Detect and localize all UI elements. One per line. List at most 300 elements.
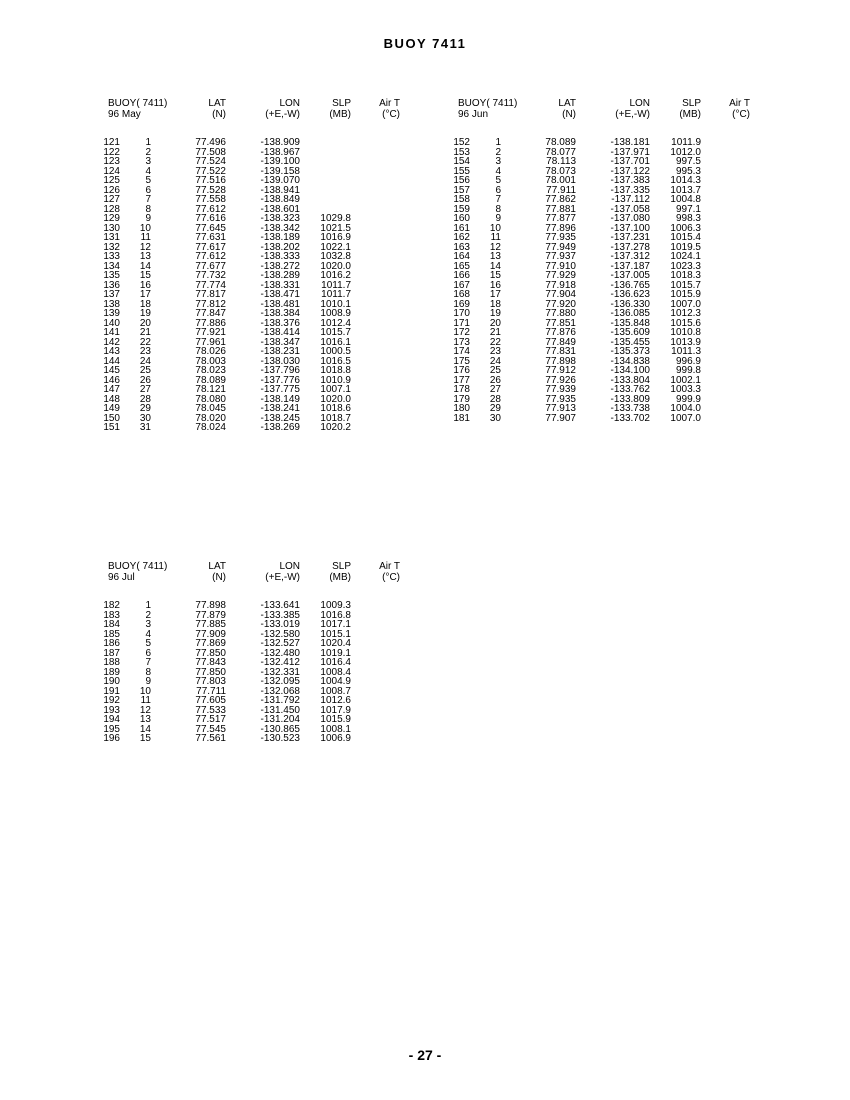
lat-cell: 78.113	[546, 156, 576, 167]
lat-cell: 77.935	[545, 232, 576, 243]
lon-cell: -135.455	[610, 336, 650, 348]
lat-cell: 77.886	[195, 317, 226, 329]
slp-cell: 1011.7	[321, 289, 351, 300]
month-label: 96 Jun	[458, 109, 489, 120]
slp-cell: 1018.7	[320, 412, 351, 424]
day-of-year-cell: 171	[453, 317, 470, 329]
day-cell: 5	[145, 175, 151, 186]
lon-cell: -137.005	[610, 270, 650, 281]
slp-cell: 1020.4	[320, 638, 351, 649]
lat-cell: 78.026	[195, 346, 226, 357]
lat-cell: 77.605	[195, 695, 226, 706]
day-cell: 31	[139, 422, 151, 433]
lat-cell: 77.849	[545, 336, 576, 348]
lat-cell: 77.862	[545, 194, 576, 205]
day-cell: 1	[145, 600, 151, 611]
lon-cell: -132.580	[260, 628, 300, 640]
lon-cell: -138.347	[260, 336, 300, 348]
slp-unit: (MB)	[329, 109, 351, 120]
slp-cell: 1015.9	[670, 289, 701, 300]
lat-cell: 77.517	[195, 714, 226, 725]
lat-cell: 77.912	[545, 365, 576, 376]
lon-cell: -133.738	[610, 403, 650, 414]
lon-cell: -137.080	[610, 213, 650, 224]
slp-cell: 1004.8	[670, 194, 701, 205]
day-cell: 27	[139, 384, 151, 395]
slp-cell: 997.5	[675, 156, 701, 167]
lat-cell: 77.911	[546, 184, 576, 196]
lon-cell: -137.971	[610, 146, 650, 158]
lon-cell: -136.330	[610, 298, 650, 310]
lat-cell: 77.935	[545, 393, 576, 405]
day-cell: 13	[139, 714, 151, 725]
day-of-year-cell: 186	[103, 638, 120, 649]
slp-cell: 1016.4	[320, 657, 351, 668]
lat-unit: (N)	[562, 109, 576, 120]
lat-cell: 77.851	[545, 317, 576, 329]
day-cell: 3	[495, 156, 501, 167]
slp-cell: 1017.9	[320, 704, 351, 716]
day-cell: 15	[139, 270, 151, 281]
day-cell: 14	[489, 260, 501, 272]
lat-cell: 78.045	[195, 403, 226, 414]
day-cell: 21	[139, 327, 151, 338]
day-of-year-cell: 129	[103, 213, 120, 224]
lon-cell: -138.849	[260, 194, 300, 205]
lat-cell: 77.516	[195, 175, 226, 186]
day-of-year-cell: 151	[103, 422, 120, 433]
lat-header: LAT	[208, 98, 226, 109]
lon-cell: -138.245	[260, 412, 300, 424]
lat-unit: (N)	[212, 572, 226, 583]
lat-cell: 77.831	[545, 346, 576, 357]
slp-cell: 1014.3	[670, 175, 701, 186]
day-cell: 14	[139, 723, 151, 735]
slp-cell: 995.3	[675, 165, 701, 177]
slp-cell: 1029.8	[320, 213, 351, 224]
lon-cell: -139.100	[260, 156, 300, 167]
slp-cell: 1012.3	[670, 308, 701, 319]
lat-cell: 77.869	[195, 638, 226, 649]
day-of-year-cell: 179	[453, 393, 470, 405]
lat-cell: 77.711	[196, 685, 226, 697]
slp-cell: 1002.1	[670, 374, 701, 386]
slp-cell: 997.1	[675, 203, 701, 215]
day-cell: 4	[145, 165, 151, 177]
day-of-year-cell: 161	[453, 222, 470, 234]
day-of-year-cell: 149	[103, 403, 120, 414]
slp-cell: 1018.8	[320, 365, 351, 376]
lon-cell: -138.331	[260, 279, 300, 291]
day-of-year-cell: 191	[103, 685, 120, 697]
month-label: 96 May	[108, 109, 141, 120]
day-of-year-cell: 181	[453, 412, 470, 424]
slp-cell: 1016.9	[320, 232, 351, 243]
lat-unit: (N)	[212, 109, 226, 120]
day-cell: 8	[495, 203, 501, 215]
lon-cell: -133.385	[260, 609, 300, 621]
day-of-year-cell: 126	[103, 184, 120, 196]
lat-cell: 77.774	[195, 279, 226, 291]
slp-cell: 1015.4	[670, 232, 701, 243]
day-cell: 15	[489, 270, 501, 281]
lat-cell: 77.850	[195, 647, 226, 659]
lon-cell: -139.158	[260, 165, 300, 177]
lat-cell: 77.645	[195, 222, 226, 234]
lat-cell: 77.612	[195, 251, 226, 262]
lat-cell: 78.080	[195, 393, 226, 405]
day-cell: 22	[139, 336, 151, 348]
month-label: 96 Jul	[108, 572, 135, 583]
day-cell: 29	[489, 403, 501, 414]
slp-cell: 1012.0	[670, 146, 701, 158]
day-of-year-cell: 154	[453, 156, 470, 167]
lon-cell: -138.202	[260, 241, 300, 253]
day-cell: 28	[139, 393, 151, 405]
day-cell: 24	[489, 355, 501, 367]
slp-cell: 1020.0	[320, 393, 351, 405]
day-of-year-cell: 140	[103, 317, 120, 329]
lon-cell: -137.112	[611, 194, 650, 205]
day-of-year-cell: 121	[103, 137, 120, 148]
lon-cell: -133.019	[260, 619, 300, 630]
lon-unit: (+E,-W)	[265, 109, 300, 120]
lat-cell: 77.843	[195, 657, 226, 668]
slp-cell: 1007.1	[320, 384, 351, 395]
day-of-year-cell: 183	[103, 609, 120, 621]
lon-cell: -135.609	[610, 327, 650, 338]
day-of-year-cell: 128	[103, 203, 120, 215]
day-of-year-cell: 164	[453, 251, 470, 262]
data-block-may	[100, 98, 430, 433]
day-cell: 8	[145, 203, 151, 215]
lon-cell: -137.701	[610, 156, 650, 167]
slp-unit: (MB)	[329, 572, 351, 583]
day-of-year-cell: 125	[103, 175, 120, 186]
slp-cell: 1020.0	[320, 260, 351, 272]
lon-cell: -138.241	[260, 403, 300, 414]
day-cell: 6	[145, 184, 151, 196]
buoy-header: BUOY( 7411)	[458, 98, 518, 109]
lat-cell: 77.528	[195, 184, 226, 196]
lon-cell: -137.187	[610, 260, 650, 272]
lat-cell: 77.920	[545, 298, 576, 310]
unit-header-row	[450, 109, 780, 120]
lat-cell: 77.812	[195, 298, 226, 310]
slp-cell: 1022.1	[320, 241, 351, 253]
day-of-year-cell: 175	[453, 355, 470, 367]
lat-cell: 78.024	[195, 422, 226, 433]
slp-cell: 1012.4	[320, 317, 351, 329]
day-cell: 4	[495, 165, 501, 177]
slp-cell: 1016.5	[320, 355, 351, 367]
day-of-year-cell: 156	[453, 175, 470, 186]
lat-cell: 78.001	[545, 175, 576, 186]
day-cell: 1	[145, 137, 151, 148]
lat-cell: 78.089	[545, 137, 576, 148]
slp-cell: 1015.9	[320, 714, 351, 725]
lon-header: LON	[629, 98, 650, 109]
lon-cell: -137.231	[610, 232, 650, 243]
air-temp-header: Air T	[379, 98, 400, 109]
lat-cell: 77.926	[545, 374, 576, 386]
day-cell: 28	[489, 393, 501, 405]
day-of-year-cell: 122	[103, 146, 120, 158]
lat-cell: 77.881	[545, 203, 576, 215]
slp-cell: 1024.1	[670, 251, 701, 262]
day-of-year-cell: 172	[453, 327, 470, 338]
lat-cell: 77.533	[195, 704, 226, 716]
slp-cell: 1019.5	[670, 241, 701, 253]
lon-cell: -132.095	[260, 676, 300, 687]
lat-cell: 77.918	[545, 279, 576, 291]
lat-cell: 77.803	[195, 676, 226, 687]
day-cell: 2	[495, 146, 501, 158]
lat-cell: 78.121	[195, 384, 226, 395]
day-of-year-cell: 165	[453, 260, 470, 272]
day-of-year-cell: 158	[453, 194, 470, 205]
day-cell: 25	[489, 365, 501, 376]
day-cell: 10	[139, 685, 151, 697]
slp-cell: 1010.8	[670, 327, 701, 338]
slp-cell: 1006.9	[320, 733, 351, 744]
day-of-year-cell: 130	[103, 222, 120, 234]
lat-cell: 77.631	[195, 232, 226, 243]
lon-cell: -138.030	[260, 355, 300, 367]
slp-cell: 1008.7	[320, 685, 351, 697]
day-cell: 9	[145, 213, 151, 224]
lat-cell: 77.898	[545, 355, 576, 367]
day-of-year-cell: 159	[453, 203, 470, 215]
slp-cell: 1013.7	[670, 184, 701, 196]
slp-cell: 1009.3	[320, 600, 351, 611]
page-number: - 27 -	[408, 1047, 442, 1063]
slp-cell: 1006.3	[670, 222, 701, 234]
lon-cell: -138.269	[260, 422, 300, 433]
lon-cell: -137.278	[610, 241, 650, 253]
lat-cell: 77.877	[545, 213, 576, 224]
table-row	[100, 423, 430, 433]
day-of-year-cell: 190	[103, 676, 120, 687]
day-cell: 12	[139, 241, 151, 253]
day-cell: 3	[145, 619, 151, 630]
day-of-year-cell: 135	[103, 270, 120, 281]
day-of-year-cell: 133	[103, 251, 120, 262]
lon-cell: -138.289	[260, 270, 300, 281]
lon-cell: -133.762	[610, 384, 650, 395]
lon-cell: -133.702	[610, 412, 650, 424]
lat-cell: 77.847	[195, 308, 226, 319]
day-of-year-cell: 123	[103, 156, 120, 167]
air-temp-unit: (°C)	[732, 109, 750, 120]
day-cell: 16	[139, 279, 151, 291]
lat-cell: 78.003	[195, 355, 226, 367]
lat-cell: 77.896	[545, 222, 576, 234]
day-cell: 10	[139, 222, 151, 234]
day-cell: 2	[145, 609, 151, 621]
day-cell: 5	[495, 175, 501, 186]
lat-cell: 78.020	[195, 412, 226, 424]
unit-header-row	[100, 109, 430, 120]
lat-cell: 78.089	[195, 374, 226, 386]
day-of-year-cell: 155	[453, 165, 470, 177]
day-of-year-cell: 189	[103, 666, 120, 678]
slp-cell: 998.3	[675, 213, 701, 224]
lon-header: LON	[279, 561, 300, 572]
lon-cell: -138.414	[260, 327, 300, 338]
lon-cell: -138.231	[260, 346, 300, 357]
lat-cell: 77.949	[545, 241, 576, 253]
lat-cell: 77.880	[545, 308, 576, 319]
day-cell: 29	[139, 403, 151, 414]
day-of-year-cell: 148	[103, 393, 120, 405]
slp-cell: 1018.3	[670, 270, 701, 281]
slp-cell: 1019.1	[320, 647, 351, 659]
lat-cell: 77.879	[195, 609, 226, 621]
lon-cell: -137.312	[610, 251, 650, 262]
day-of-year-cell: 167	[453, 279, 470, 291]
lat-cell: 77.616	[195, 213, 226, 224]
day-of-year-cell: 142	[103, 336, 120, 348]
slp-cell: 1003.3	[670, 384, 701, 395]
day-cell: 25	[139, 365, 151, 376]
day-of-year-cell: 160	[453, 213, 470, 224]
lon-cell: -137.335	[610, 184, 650, 196]
day-of-year-cell: 138	[103, 298, 120, 310]
lon-cell: -138.384	[260, 308, 300, 319]
lat-cell: 78.077	[545, 146, 576, 158]
slp-cell: 1013.9	[670, 336, 701, 348]
lat-cell: 77.885	[195, 619, 226, 630]
slp-cell: 1015.7	[670, 279, 701, 291]
day-cell: 7	[145, 194, 151, 205]
day-of-year-cell: 163	[453, 241, 470, 253]
data-block-jul	[100, 561, 430, 744]
day-cell: 11	[140, 232, 151, 243]
day-of-year-cell: 144	[103, 355, 120, 367]
lat-cell: 77.617	[195, 241, 226, 253]
slp-cell: 1012.6	[320, 695, 351, 706]
day-cell: 13	[139, 251, 151, 262]
lon-cell: -138.941	[260, 184, 300, 196]
day-cell: 7	[145, 657, 151, 668]
air-temp-header: Air T	[379, 561, 400, 572]
lat-cell: 78.073	[545, 165, 576, 177]
lat-cell: 78.023	[195, 365, 226, 376]
slp-cell: 1016.2	[320, 270, 351, 281]
day-of-year-cell: 178	[453, 384, 470, 395]
day-of-year-cell: 147	[103, 384, 120, 395]
air-temp-header: Air T	[729, 98, 750, 109]
lon-cell: -137.122	[610, 165, 650, 177]
air-temp-unit: (°C)	[382, 572, 400, 583]
unit-header-row	[100, 572, 430, 583]
slp-cell: 1011.9	[671, 137, 701, 148]
lon-cell: -138.967	[260, 146, 300, 158]
day-of-year-cell: 188	[103, 657, 120, 668]
day-of-year-cell: 182	[103, 600, 120, 611]
day-of-year-cell: 146	[103, 374, 120, 386]
day-of-year-cell: 136	[103, 279, 120, 291]
day-of-year-cell: 174	[453, 346, 470, 357]
day-cell: 1	[495, 137, 501, 148]
lon-cell: -137.776	[260, 374, 300, 386]
lon-cell: -138.333	[260, 251, 300, 262]
lat-cell: 77.561	[195, 733, 226, 744]
day-cell: 5	[145, 638, 151, 649]
lat-cell: 77.939	[545, 384, 576, 395]
slp-cell: 1015.6	[670, 317, 701, 329]
lon-cell: -139.070	[260, 175, 300, 186]
table-row	[100, 734, 430, 744]
day-cell: 21	[489, 327, 501, 338]
lat-cell: 77.961	[195, 336, 226, 348]
slp-header: SLP	[332, 561, 351, 572]
lon-cell: -134.100	[610, 365, 650, 376]
day-of-year-cell: 124	[103, 165, 120, 177]
day-cell: 7	[495, 194, 501, 205]
day-of-year-cell: 180	[453, 403, 470, 414]
day-cell: 17	[139, 289, 151, 300]
lon-cell: -133.804	[610, 374, 650, 386]
day-cell: 8	[145, 666, 151, 678]
day-of-year-cell: 145	[103, 365, 120, 376]
day-cell: 12	[139, 704, 151, 716]
slp-header: SLP	[332, 98, 351, 109]
day-cell: 4	[145, 628, 151, 640]
lat-cell: 77.545	[195, 723, 226, 735]
lon-cell: -138.342	[260, 222, 300, 234]
lat-cell: 77.524	[195, 156, 226, 167]
lat-cell: 77.677	[195, 260, 226, 272]
day-of-year-cell: 127	[103, 194, 120, 205]
day-of-year-cell: 153	[453, 146, 470, 158]
lat-cell: 77.909	[195, 628, 226, 640]
slp-cell: 1008.1	[320, 723, 351, 735]
lat-cell: 77.921	[195, 327, 226, 338]
day-of-year-cell: 132	[103, 241, 120, 253]
lat-cell: 77.558	[195, 194, 226, 205]
slp-cell: 1004.9	[320, 676, 351, 687]
lon-cell: -138.323	[260, 213, 300, 224]
lon-cell: -132.527	[260, 638, 300, 649]
lat-cell: 77.904	[545, 289, 576, 300]
day-of-year-cell: 185	[103, 628, 120, 640]
lon-cell: -137.796	[260, 365, 300, 376]
slp-cell: 1011.7	[321, 279, 351, 291]
day-cell: 22	[489, 336, 501, 348]
lat-cell: 77.910	[545, 260, 576, 272]
slp-cell: 1011.3	[671, 346, 701, 357]
page-title: BUOY 7411	[383, 36, 467, 51]
day-cell: 2	[145, 146, 151, 158]
day-cell: 26	[489, 374, 501, 386]
lon-cell: -138.181	[610, 137, 650, 148]
day-cell: 19	[139, 308, 151, 319]
lat-cell: 77.496	[195, 137, 226, 148]
day-of-year-cell: 169	[453, 298, 470, 310]
day-cell: 18	[489, 298, 501, 310]
lat-cell: 77.508	[195, 146, 226, 158]
day-of-year-cell: 139	[103, 308, 120, 319]
day-cell: 13	[489, 251, 501, 262]
day-cell: 16	[489, 279, 501, 291]
lat-cell: 77.522	[195, 165, 226, 177]
day-cell: 11	[140, 695, 151, 706]
column-header-row	[100, 561, 430, 572]
lon-cell: -130.865	[260, 723, 300, 735]
lon-cell: -131.450	[260, 704, 300, 716]
